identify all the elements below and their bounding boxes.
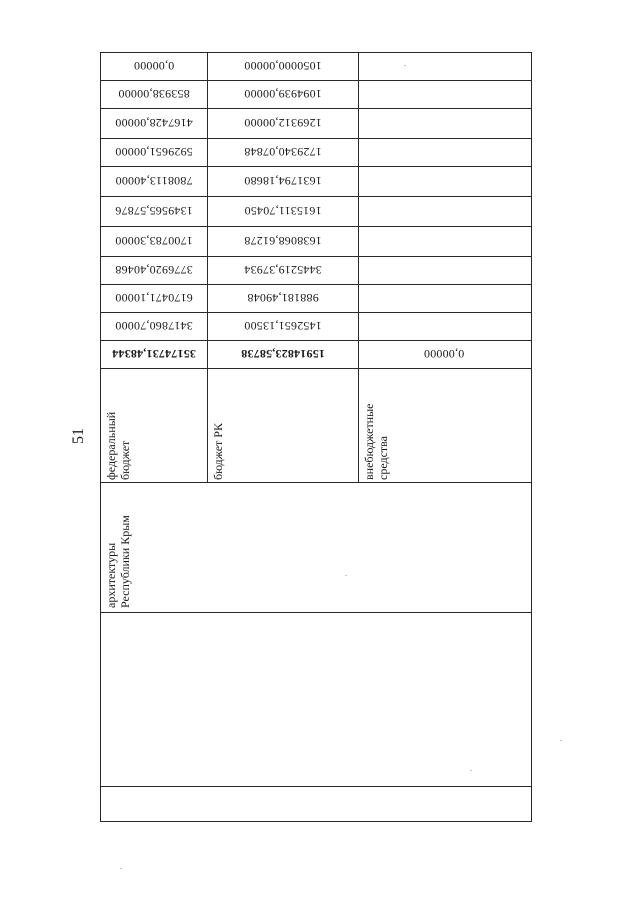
- extrabudget-total: 0,00000: [423, 347, 465, 361]
- organization-name: [104, 515, 132, 608]
- scan-speck: [120, 868, 122, 869]
- table-border-top: [100, 52, 532, 53]
- scan-speck: [404, 65, 406, 66]
- federal-budget-value: 3417860,70000: [115, 319, 193, 333]
- federal-budget-header: [104, 412, 132, 480]
- row-divider: [100, 108, 532, 109]
- row-divider: [100, 340, 532, 341]
- federal-budget-value: 1700783,30000: [115, 234, 193, 248]
- row-divider: [100, 256, 532, 257]
- organization-line: Республики Крым: [118, 515, 132, 608]
- row-divider: [100, 80, 532, 81]
- republic-budget-value: 1631794,18680: [244, 174, 322, 188]
- scan-speck: [470, 770, 472, 771]
- federal-budget-value: 5929651,00000: [115, 145, 193, 159]
- republic-budget-value: 1452651,13500: [244, 319, 322, 333]
- header-line: бюджет РК: [211, 423, 225, 480]
- page-number: 51: [70, 428, 87, 444]
- scan-speck: [560, 740, 562, 741]
- header-line: бюджет: [118, 440, 132, 480]
- scan-speck: [345, 575, 347, 576]
- republic-budget-value: 1638068,61278: [244, 234, 322, 248]
- federal-budget-value: 853938,00000: [118, 87, 190, 101]
- federal-budget-total: 35174731,48344: [112, 347, 196, 361]
- organization-line: архитектуры: [104, 542, 118, 608]
- column-divider: [358, 52, 359, 482]
- federal-budget-value: 6170471,10000: [115, 291, 193, 305]
- row-divider: [100, 612, 532, 613]
- extrabudget-header: [362, 404, 390, 481]
- row-divider: [100, 226, 532, 227]
- column-divider: [207, 52, 208, 482]
- row-divider: [100, 284, 532, 285]
- row-divider: [100, 312, 532, 313]
- republic-budget-total: 15914823,58738: [241, 347, 325, 361]
- federal-budget-value: 3776920,40468: [115, 263, 193, 277]
- header-line: федеральный: [104, 411, 118, 480]
- republic-budget-value: 1729340,07848: [244, 145, 322, 159]
- republic-budget-value: 1050000,00000: [244, 59, 322, 73]
- federal-budget-value: 4167428,00000: [115, 116, 193, 130]
- republic-budget-header: [211, 423, 225, 480]
- republic-budget-value: 3445219,37934: [244, 263, 322, 277]
- federal-budget-value: 1349565,57876: [115, 204, 193, 218]
- federal-budget-value: 0,00000: [133, 59, 175, 73]
- table-border-right: [531, 52, 532, 822]
- republic-budget-value: 1615311,70450: [244, 204, 322, 218]
- row-divider: [100, 786, 532, 787]
- table-border-left: [100, 52, 101, 822]
- republic-budget-value: 1269312,00000: [244, 116, 322, 130]
- republic-budget-value: 988181,49048: [247, 291, 319, 305]
- header-line: средства: [376, 435, 390, 480]
- table-border-bottom: [100, 821, 532, 822]
- row-divider: [100, 482, 532, 483]
- republic-budget-value: 1094939,00000: [244, 87, 322, 101]
- row-divider: [100, 138, 532, 139]
- row-divider: [100, 196, 532, 197]
- federal-budget-value: 7808113,40000: [115, 174, 193, 188]
- row-divider: [100, 368, 532, 369]
- row-divider: [100, 166, 532, 167]
- header-line: внебюджетные: [362, 403, 376, 480]
